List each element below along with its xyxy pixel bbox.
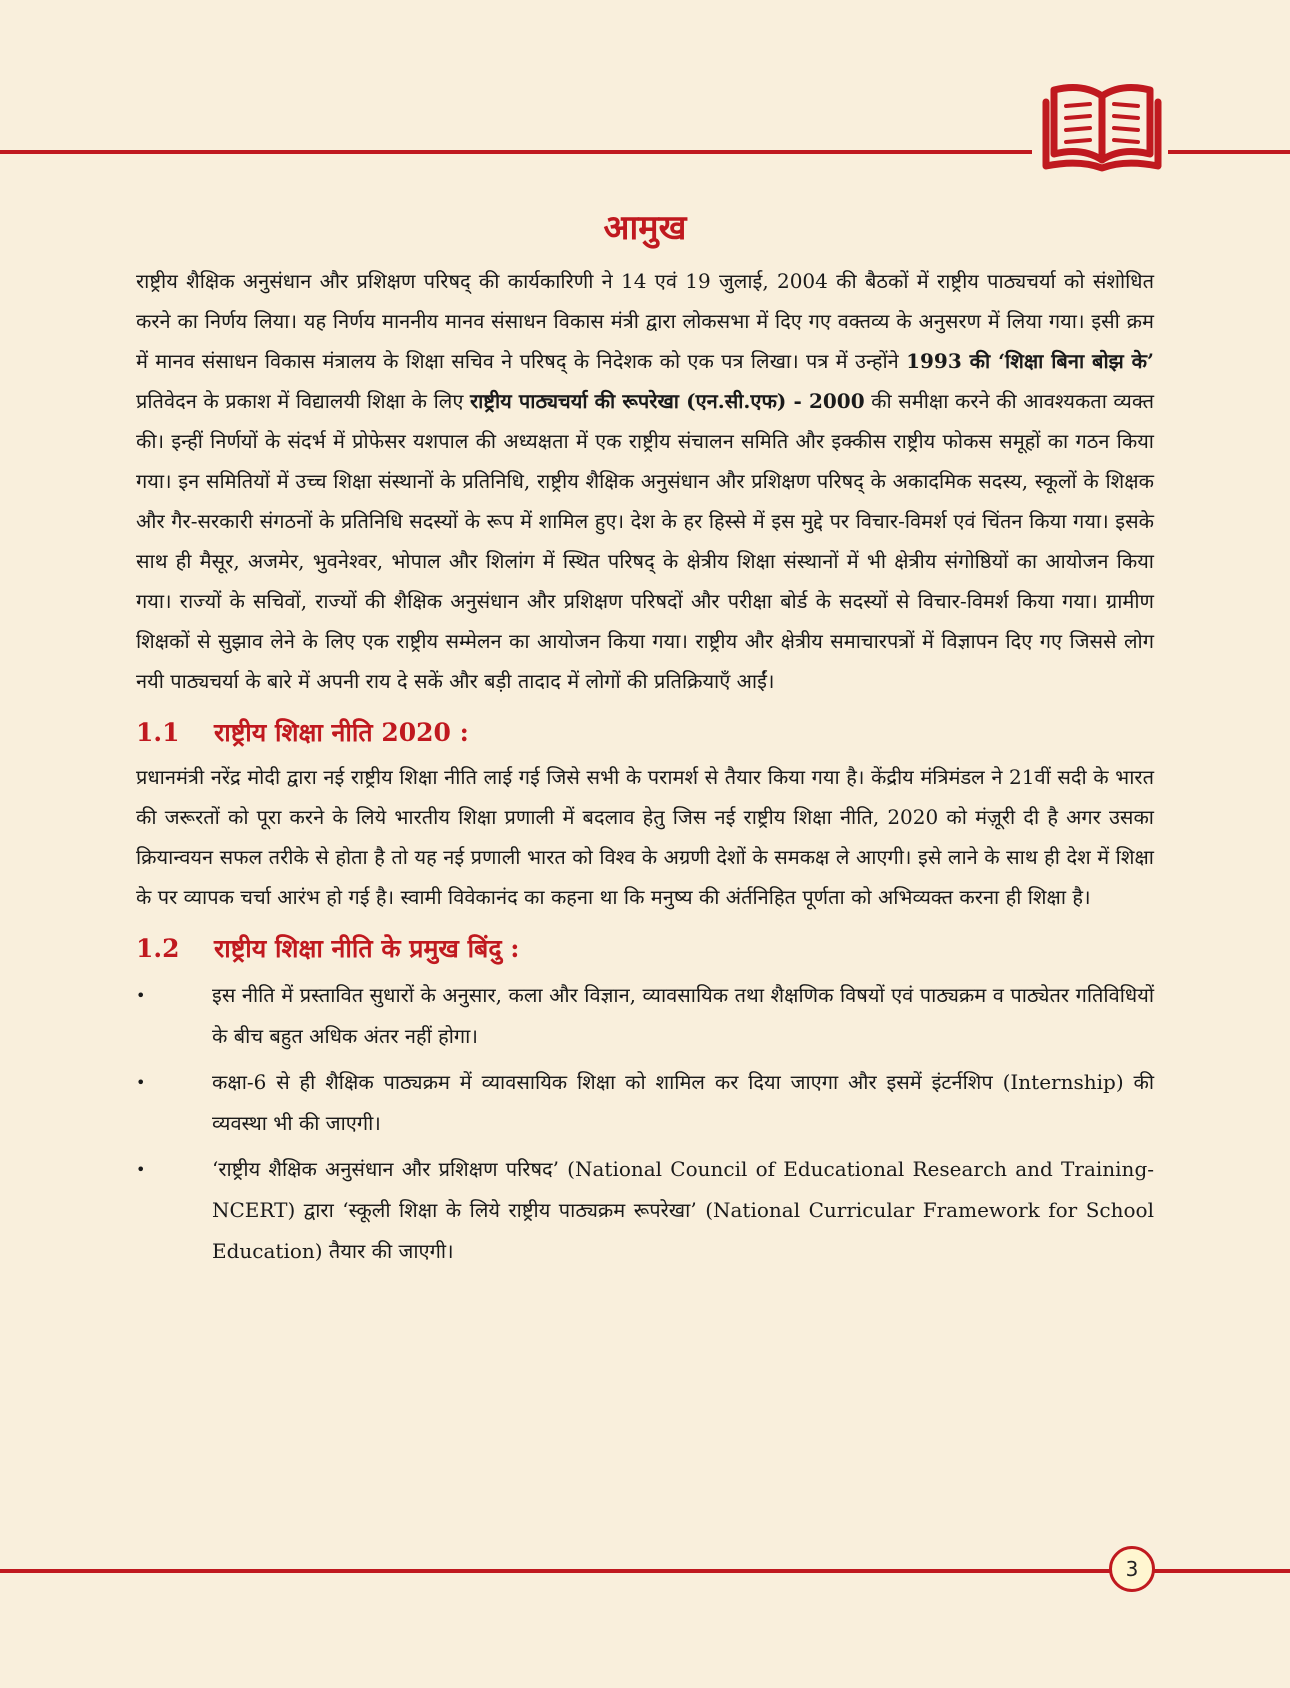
intro-text-2: प्रतिवेदन के प्रकाश में विद्यालयी शिक्षा के लिए	[136, 389, 470, 413]
page-title: आमुख	[603, 208, 687, 248]
list-item-text: कक्षा-6 से ही शैक्षिक पाठ्यक्रम में व्यावसायिक शिक्षा को शामिल कर दिया जाएगा और इसमें इंटर्नशिप (Internship) की व्यवस्था भी की जाएगी।	[212, 1070, 1154, 1135]
header-rule-left	[0, 150, 1032, 154]
intro-text-3: की समीक्षा करने की आवश्यकता व्यक्त की। इन्हीं निर्णयों के संदर्भ में प्रोफेसर यशपाल की अध्यक्षता में एक राष्ट्रीय संचालन समिति और इक्कीस राष्ट्रीय फोकस समूहों का गठन किया गया। इन समितियों में उच्च शिक्षा संस्थानों के प्रतिनिधि, राष्ट्रीय शैक्षिक अनुसंधान और प्रशिक्षण परिषद् के अकादमिक सदस्य, स्कूलों के शिक्षक और गैर-सरकारी संगठनों के प्रतिनिधि सदस्यों के रूप में शामिल हुए। देश के हर हिस्से में इस मुद्दे पर विचार-विमर्श एवं चिंतन किया गया। इसके साथ ही मैसूर, अजमेर, भुवनेश्वर, भोपाल और शिलांग में स्थित परिषद् के क्षेत्रीय शिक्षा संस्थानों में भी क्षेत्रीय संगोष्ठियों का आयोजन किया गया। राज्यों के सचिवों, राज्यों की शैक्षिक अनुसंधान और प्रशिक्षण परिषदों और परीक्षा बोर्ड के सदस्यों से विचार-विमर्श किया गया। ग्रामीण शिक्षकों से सुझाव लेने के लिए एक राष्ट्रीय सम्मेलन का आयोजन किया गया। राष्ट्रीय और क्षेत्रीय समाचारपत्रों में विज्ञापन दिए गए जिससे लोग नयी पाठ्यचर्या के बारे में अपनी राय दे सकें और बड़ी तादाद में लोगों की प्रतिक्रियाएँ आईं।	[136, 389, 1154, 693]
list-item-text: ‘राष्ट्रीय शैक्षिक अनुसंधान और प्रशिक्षण परिषद’ (National Council of Educational Research and Training- NCERT) द्वारा ‘स्कूली शिक्षा के लिये राष्ट्रीय पाठ्यक्रम रूपरेखा’ (National Curricular Framework for School Education) तैयार की जाएगी।	[212, 1157, 1154, 1263]
section-heading-1-1	[136, 711, 1154, 755]
intro-text-1: राष्ट्रीय शैक्षिक अनुसंधान और प्रशिक्षण परिषद् की कार्यकारिणी ने 14 एवं 19 जुलाई, 2004 की बैठकों में राष्ट्रीय पाठ्यचर्या को संशोधित करने का निर्णय लिया। यह निर्णय माननीय मानव संसाधन विकास मंत्री द्वारा लोकसभा में दिए गए वक्तव्य के अनुसरण में लिया गया। इसी क्रम में मानव संसाधन विकास मंत्रालय के शिक्षा सचिव ने परिषद् के निदेशक को एक पत्र लिखा। पत्र में उन्होंने	[136, 269, 1154, 373]
intro-paragraph	[136, 261, 1154, 701]
bullet-icon: •	[136, 1160, 146, 1179]
section-number: 1.2	[136, 934, 180, 963]
section-title: राष्ट्रीय शिक्षा नीति के प्रमुख बिंदु :	[214, 934, 520, 963]
footer-rule	[0, 1569, 1290, 1573]
bullet-icon: •	[136, 1073, 146, 1092]
section-number: 1.1	[136, 718, 180, 747]
list-item	[136, 1149, 1154, 1272]
section-1-1-paragraph: प्रधानमंत्री नरेंद्र मोदी द्वारा नई राष्ट्रीय शिक्षा नीति लाई गई जिसे सभी के परामर्श से तैयार किया गया है। केंद्रीय मंत्रिमंडल ने 21वीं सदी के भारत की जरूरतों को पूरा करने के लिये भारतीय शिक्षा प्रणाली में बदलाव हेतु जिस नई राष्ट्रीय शिक्षा नीति, 2020 को मंज़ूरी दी है अगर उसका क्रियान्वयन सफल तरीके से होता है तो यह नई प्रणाली भारत को विश्व के अग्रणी देशों के समकक्ष ले आएगी। इसे लाने के साथ ही देश में शिक्षा के पर व्यापक चर्चा आरंभ हो गई है। स्वामी विवेकानंद का कहना था कि मनुष्य की अंर्तनिहित पूर्णता को अभिव्यक्त करना ही शिक्षा है।	[136, 765, 1154, 909]
page-content	[136, 203, 1154, 1277]
section-title: राष्ट्रीय शिक्षा नीति 2020 :	[214, 718, 469, 747]
page-number-badge: 3	[1109, 1546, 1155, 1592]
bullet-icon: •	[136, 986, 146, 1005]
list-item	[136, 1062, 1154, 1144]
list-item-text: इस नीति में प्रस्तावित सुधारों के अनुसार, कला और विज्ञान, व्यावसायिक तथा शैक्षणिक विषयों एवं पाठ्यक्रम व पाठ्येतर गतिविधियों के बीच बहुत अधिक अंतर नहीं होगा।	[212, 983, 1154, 1048]
intro-bold-2: राष्ट्रीय पाठ्यचर्या की रूपरेखा (एन.सी.एफ) - 2000	[469, 389, 865, 413]
list-item	[136, 975, 1154, 1057]
section-heading-1-2	[136, 927, 1154, 971]
header-rule-right	[1168, 150, 1290, 154]
open-book-icon	[1042, 80, 1162, 172]
intro-bold-1: 1993 की ‘शिक्षा बिना बोझ के’	[906, 349, 1154, 373]
key-points-list	[136, 975, 1154, 1272]
